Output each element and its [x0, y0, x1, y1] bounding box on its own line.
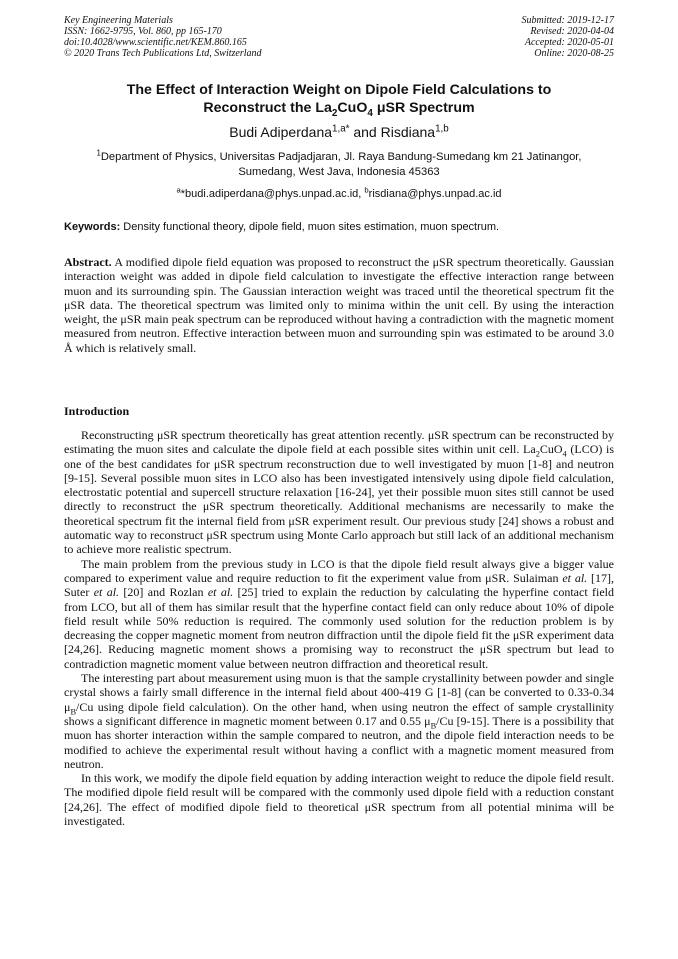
keywords-text: Density functional theory, dipole field, muon sites estimation, muon spectrum. — [120, 221, 500, 233]
paragraph-text: [25] tried to explain the reduction by calculating the hyperfine contact field from LCO, but all of them has similar result that the hyperfine contact field can only reduce about 10% of dipole field result while 50% reduction is required. The commonly used solution for the reduction problem is by decreasing the copper magnetic moment from neutron diffraction until the dipole field fit the μSR experiment data [24,26]. Reducing magnetic moment shows a promising way to reconstruct the μSR spectrum but lead to contradiction magnetic moment value between neutron diffraction and theoretical result. — [64, 585, 615, 671]
title-line-1: The Effect of Interaction Weight on Dipole Field Calculations to — [126, 82, 552, 98]
revised-date: Revised: 2020-04-04 — [530, 26, 614, 37]
affiliation-text: Department of Physics, Universitas Padjadjaran, Jl. Raya Bandung-Sumedang km 21 Jatinangor, — [100, 151, 582, 163]
subscript: B — [430, 721, 437, 731]
affiliation — [64, 150, 614, 180]
affiliation-sup: 1 — [96, 148, 101, 158]
email-sup: a — [176, 185, 181, 195]
paragraph-text: [20] and Rozlan — [119, 585, 208, 600]
subscript: 2 — [535, 449, 540, 459]
subscript: B — [70, 707, 77, 717]
title-text: Reconstruct the La — [203, 100, 332, 116]
keywords-label: Keywords: — [64, 221, 121, 233]
affiliation-line-2: Sumedang, West Java, Indonesia 45363 — [238, 166, 440, 178]
paragraph-text: /Cu [9-15]. There is a possibility that muon has shorter interaction within the sample compared to neutron, and the dipole field interaction needs to be modified to achieve the experimental result without having a conflict with a magnetic moment measured from neutron. — [64, 713, 615, 771]
paragraph-text: Reconstructing μSR spectrum theoretically has great attention recently. μSR spectrum can be reconstructed by estimating the muon sites and calculate the dipole field at each possible sites within unit cell. La — [64, 428, 614, 457]
email-sup: b — [364, 185, 369, 195]
submitted-date: Submitted: 2019-12-17 — [521, 15, 614, 26]
header-left — [64, 15, 262, 59]
copyright: © 2020 Trans Tech Publications Ltd, Switzerland — [64, 48, 262, 59]
paragraph-text: (LCO) is one of the best candidates for μSR spectrum reconstruction due to well investigated by muon [1-8] and neutron [9-15]. Several possible muon sites in LCO also has been investigated intensively using dipole field calculation, electrostatic potential and supercell structure relaxation [16-24], yet their possible muon sites still cannot be used directly to reconstruct the μSR spectrum theoretically. Additional mechanisms are necessarily to make the theoretical spectrum fit the internal field from μSR experiment result. Our previous study [24] shows a robust and automatic way to reconstruct μSR spectrum using Monte Carlo approach but still lack of an additional mechanism to achieve more realistic spectrum. — [64, 442, 614, 557]
doi: doi:10.4028/www.scientific.net/KEM.860.165 — [64, 37, 247, 48]
paragraph: In this work, we modify the dipole field equation by adding interaction weight to reduce the dipole field result. The modified dipole field result will be compared with the commonly used dipole field with a reduction constant [24,26]. The effect of modified dipole field to theoretical μSR spectrum from all potential minima will be investigated. — [64, 771, 614, 829]
abstract-label: Abstract. — [64, 255, 112, 269]
keywords — [64, 220, 614, 234]
paragraph-text: CuO — [539, 442, 563, 457]
affiliation-line-1 — [64, 150, 614, 165]
title-text: μSR Spectrum — [372, 100, 475, 116]
et-al: et al. — [207, 585, 234, 600]
paragraph-text: [17], Suter — [64, 570, 614, 600]
journal-name: Key Engineering Materials — [64, 15, 173, 26]
author-name: Budi Adiperdana — [229, 124, 333, 140]
header-right — [522, 15, 615, 59]
paragraph-text: /Cu using dipole field calculation). On the other hand, when using neutron the effect of sample crystallinity shows a significant difference in magnetic moment between 0.17 and 0.55 μ — [64, 699, 614, 728]
abstract-text: A modified dipole field equation was proposed to reconstruct the μSR spectrum theoretically. Gaussian interaction weight was added in dipole field calculation to investigate the effective interaction range between muon and its surrounding spin. The Gaussian interaction weight was traced until the theoretical spectrum fit the μSR data. The theoretical spectrum was limited only to minima within the unit cell. By using the interaction weight, the μSR main peak spectrum can be reproduced without having a contradiction with the magnetic moment measured from neutron. Effective interaction between muon and surrounding spin was estimated to be around 3.0 Å which is relatively small. — [64, 255, 614, 355]
paragraph — [64, 557, 614, 671]
introduction-body — [64, 428, 614, 828]
title-subscript: 4 — [367, 107, 373, 119]
authors — [64, 124, 614, 141]
title-text: CuO — [337, 100, 368, 116]
title-subscript: 2 — [331, 107, 338, 119]
paragraph-text: The interesting part about measurement using muon is that the sample crystallinity between powder and single crystal shows a fairly small difference in the internal field about 400-419 G [1-8] (can be converted to 0.33-0.34 μ — [64, 671, 614, 714]
author-affil-sup: 1,b — [435, 123, 449, 135]
et-al: et al. — [93, 585, 120, 600]
paper-title — [64, 81, 614, 117]
paragraph — [64, 671, 614, 771]
introduction-heading: Introduction — [64, 404, 130, 418]
author-and: and — [349, 124, 381, 140]
email-link[interactable]: *budi.adiperdana@phys.unpad.ac.id, — [180, 188, 365, 200]
paragraph-text: The main problem from the previous study in LCO is that the dipole field result always give a bigger value compared to experiment value and require reduction to fit the experiment value from μSR. Sulaiman — [64, 556, 614, 585]
journal-header — [64, 15, 614, 59]
emails — [64, 187, 614, 201]
abstract — [64, 255, 614, 355]
title-line-2 — [64, 99, 614, 117]
author-name: Risdiana — [380, 124, 436, 140]
subscript: 4 — [562, 449, 567, 459]
author-affil-sup: 1,a* — [332, 123, 350, 135]
paragraph — [64, 428, 614, 557]
online-date: Online: 2020-08-25 — [534, 48, 614, 59]
accepted-date: Accepted: 2020-05-01 — [524, 37, 614, 48]
et-al: et al. — [562, 570, 588, 585]
email-link[interactable]: risdiana@phys.unpad.ac.id — [368, 188, 502, 200]
issn: ISSN: 1662-9795, Vol. 860, pp 165-170 — [64, 26, 222, 37]
